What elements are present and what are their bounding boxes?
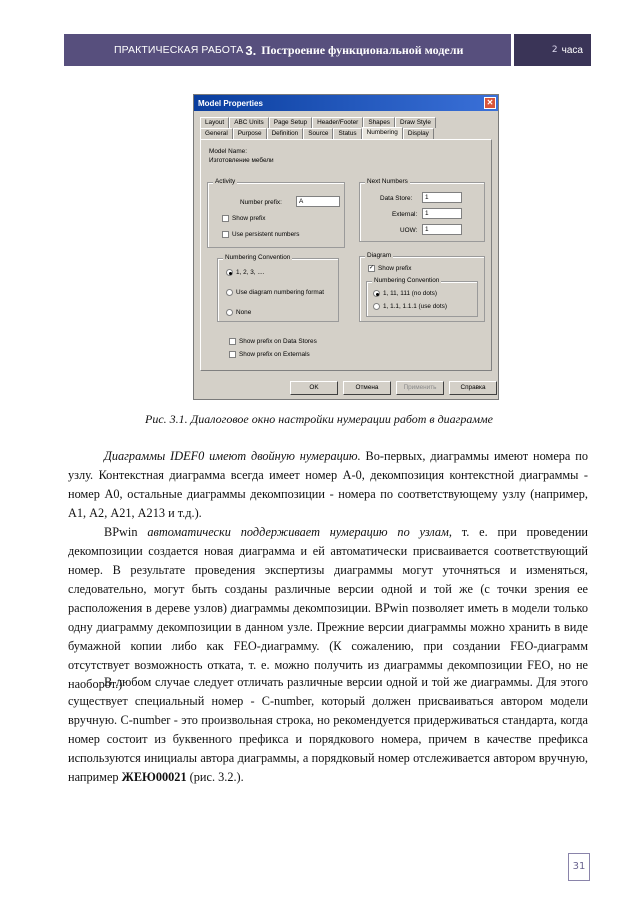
checkbox-icon (229, 351, 236, 358)
radio-icon (226, 289, 233, 296)
nc-option-none[interactable] (226, 309, 251, 316)
prefix-externals-label: Show prefix on Externals (239, 351, 310, 358)
practical-work-title: Построение функциональной модели (261, 42, 464, 57)
help-button[interactable]: Справка (449, 381, 497, 395)
tab-display[interactable]: Display (403, 128, 434, 139)
persistent-numbers-checkbox[interactable] (222, 231, 300, 238)
next-numbers-title: Next Numbers (367, 178, 408, 185)
tab-layout[interactable]: Layout (200, 117, 229, 128)
radio-selected-icon (373, 290, 380, 297)
tab-general[interactable]: General (200, 128, 233, 139)
numbering-convention-group (217, 254, 339, 322)
diagram-nc-group (366, 277, 478, 317)
model-properties-dialog (193, 94, 499, 400)
tab-row-2 (200, 128, 434, 139)
practical-work-label: ПРАКТИЧЕСКАЯ РАБОТА (114, 44, 244, 56)
tab-purpose[interactable]: Purpose (233, 128, 267, 139)
data-store-input[interactable]: 1 (422, 192, 462, 203)
activity-group (207, 178, 345, 248)
numbering-panel (200, 139, 492, 371)
persistent-numbers-label: Use persistent numbers (232, 231, 300, 238)
dialog-titlebar (194, 95, 498, 111)
paragraph-1 (68, 447, 588, 523)
diagram-show-prefix-checkbox[interactable] (368, 265, 411, 272)
dialog-title: Model Properties (198, 98, 263, 108)
show-prefix-checkbox[interactable] (222, 215, 265, 222)
activity-group-title: Activity (215, 178, 236, 185)
nc-option-simple[interactable] (226, 269, 264, 276)
diagram-nc-no-dots-label: 1, 11, 111 (no dots) (383, 290, 437, 297)
model-name-value: Изготовление мебели (209, 157, 274, 164)
number-prefix-label: Number prefix: (240, 199, 282, 206)
prefix-data-stores-checkbox[interactable] (229, 338, 317, 345)
tab-numbering[interactable]: Numbering (362, 127, 403, 139)
diagram-show-prefix-label: Show prefix (378, 265, 412, 272)
numbering-convention-title: Numbering Convention (225, 254, 291, 261)
tab-page-setup[interactable]: Page Setup (269, 117, 312, 128)
diagram-group-title: Diagram (367, 252, 392, 259)
diagram-nc-use-dots-label: 1, 1.1, 1.1.1 (use dots) (383, 303, 447, 310)
radio-icon (373, 303, 380, 310)
checkbox-icon (229, 338, 236, 345)
close-icon[interactable]: ✕ (484, 97, 496, 109)
data-store-label: Data Store: (380, 195, 413, 202)
uow-label: UOW: (400, 227, 418, 234)
prefix-data-stores-label: Show prefix on Data Stores (239, 338, 317, 345)
page-number: 31 (568, 853, 590, 881)
nc-option-none-label: None (236, 309, 252, 316)
number-prefix-input[interactable]: A (296, 196, 340, 207)
apply-button[interactable]: Применить (396, 381, 444, 395)
tab-abc-units[interactable]: ABC Units (229, 117, 268, 128)
tab-source[interactable]: Source (303, 128, 333, 139)
header-banner (64, 34, 591, 66)
ok-button[interactable]: OK (290, 381, 338, 395)
p3-end: (рис. 3.2.). (186, 770, 244, 784)
banner-hours-block (514, 34, 591, 66)
tab-status[interactable]: Status (333, 128, 361, 139)
diagram-nc-title: Numbering Convention (374, 277, 440, 284)
hours-word: часа (561, 44, 583, 56)
tab-draw-style[interactable]: Draw Style (395, 117, 436, 128)
cancel-button[interactable]: Отмена (343, 381, 391, 395)
show-prefix-label: Show prefix (232, 215, 266, 222)
external-label: External: (392, 211, 418, 218)
external-input[interactable]: 1 (422, 208, 462, 219)
paragraph-2 (68, 523, 588, 694)
prefix-externals-checkbox[interactable] (229, 351, 310, 358)
tab-header-footer[interactable]: Header/Footer (312, 117, 363, 128)
radio-selected-icon (226, 269, 233, 276)
model-name-label: Model Name: (209, 148, 248, 155)
p2-text: , т. е. при проведении декомпозиции создается новая диаграмма и ей автоматически присваивается соответствующий номер. В результате проведения экспертизы диаграммы могут уточняться и изменяться, следовательно, могут быть созданы различные версии одной и той же (с точки зрения ее расположения в дереве узлов) диаграммы декомпозиции. BPwin позволяет иметь в модели только одну диаграмму декомпозиции в данном узле. Прежние версии диаграммы можно хранить в виде бумажной копии либо как FEO-диаграмму. (К сожалению, при создании FEO-диаграмм отсутствует возможность отката, т. е. можно получить из диаграммы декомпозиции FEO, но не наоборот.) (68, 525, 588, 691)
uow-input[interactable]: 1 (422, 224, 462, 235)
p1-text: Во-первых, диаграммы имеют номера по узлу. Контекстная диаграмма всегда имеет номер А-0, декомпозиция контекстной диаграммы - номер А0, остальные диаграммы декомпозиции - номера по соответствующему узлу (например, А1, А2, А21, А213 и т.д.). (68, 449, 588, 520)
diagram-nc-no-dots[interactable] (373, 290, 437, 297)
p2-start: BPwin (104, 525, 148, 539)
nc-option-simple-label: 1, 2, 3, .... (236, 269, 265, 276)
tab-shapes[interactable]: Shapes (363, 117, 395, 128)
paragraph-3 (68, 673, 588, 787)
hours-digit: 2 (551, 45, 558, 55)
diagram-nc-use-dots[interactable] (373, 303, 447, 310)
practical-work-number: 3. (245, 42, 257, 58)
nc-option-diagram-format-label: Use diagram numbering format (236, 289, 325, 296)
checkbox-checked-icon: ✓ (369, 265, 375, 271)
c-number-example: ЖЕЮ00021 (121, 770, 187, 784)
tab-definition[interactable]: Definition (267, 128, 304, 139)
nc-option-diagram-format[interactable] (226, 289, 324, 296)
checkbox-icon (222, 231, 229, 238)
figure-caption: Рис. 3.1. Диалоговое окно настройки нумерации работ в диаграмме (145, 412, 493, 426)
p2-italic: автоматически поддерживает нумерацию по узлам (147, 525, 449, 539)
p3-text: В любом случае следует отличать различные версии одной и той же диаграммы. Для этого существует специальный номер - C-number, который должен присваиваться автором модели вручную. C-number - это произвольная строка, но рекомендуется придерживаться стандарта, когда номер состоит из буквенного префикса и порядкового номера, причем в качестве префикса используются инициалы автора диаграммы, а порядковый номер отслеживается автором вручную, например (68, 675, 588, 784)
banner-title-block (64, 34, 511, 66)
diagram-group (359, 252, 485, 322)
radio-icon (226, 309, 233, 316)
checkbox-icon (222, 215, 229, 222)
p1-italic: Диаграммы IDEF0 имеют двойную нумерацию. (104, 449, 361, 463)
next-numbers-group (359, 178, 485, 242)
